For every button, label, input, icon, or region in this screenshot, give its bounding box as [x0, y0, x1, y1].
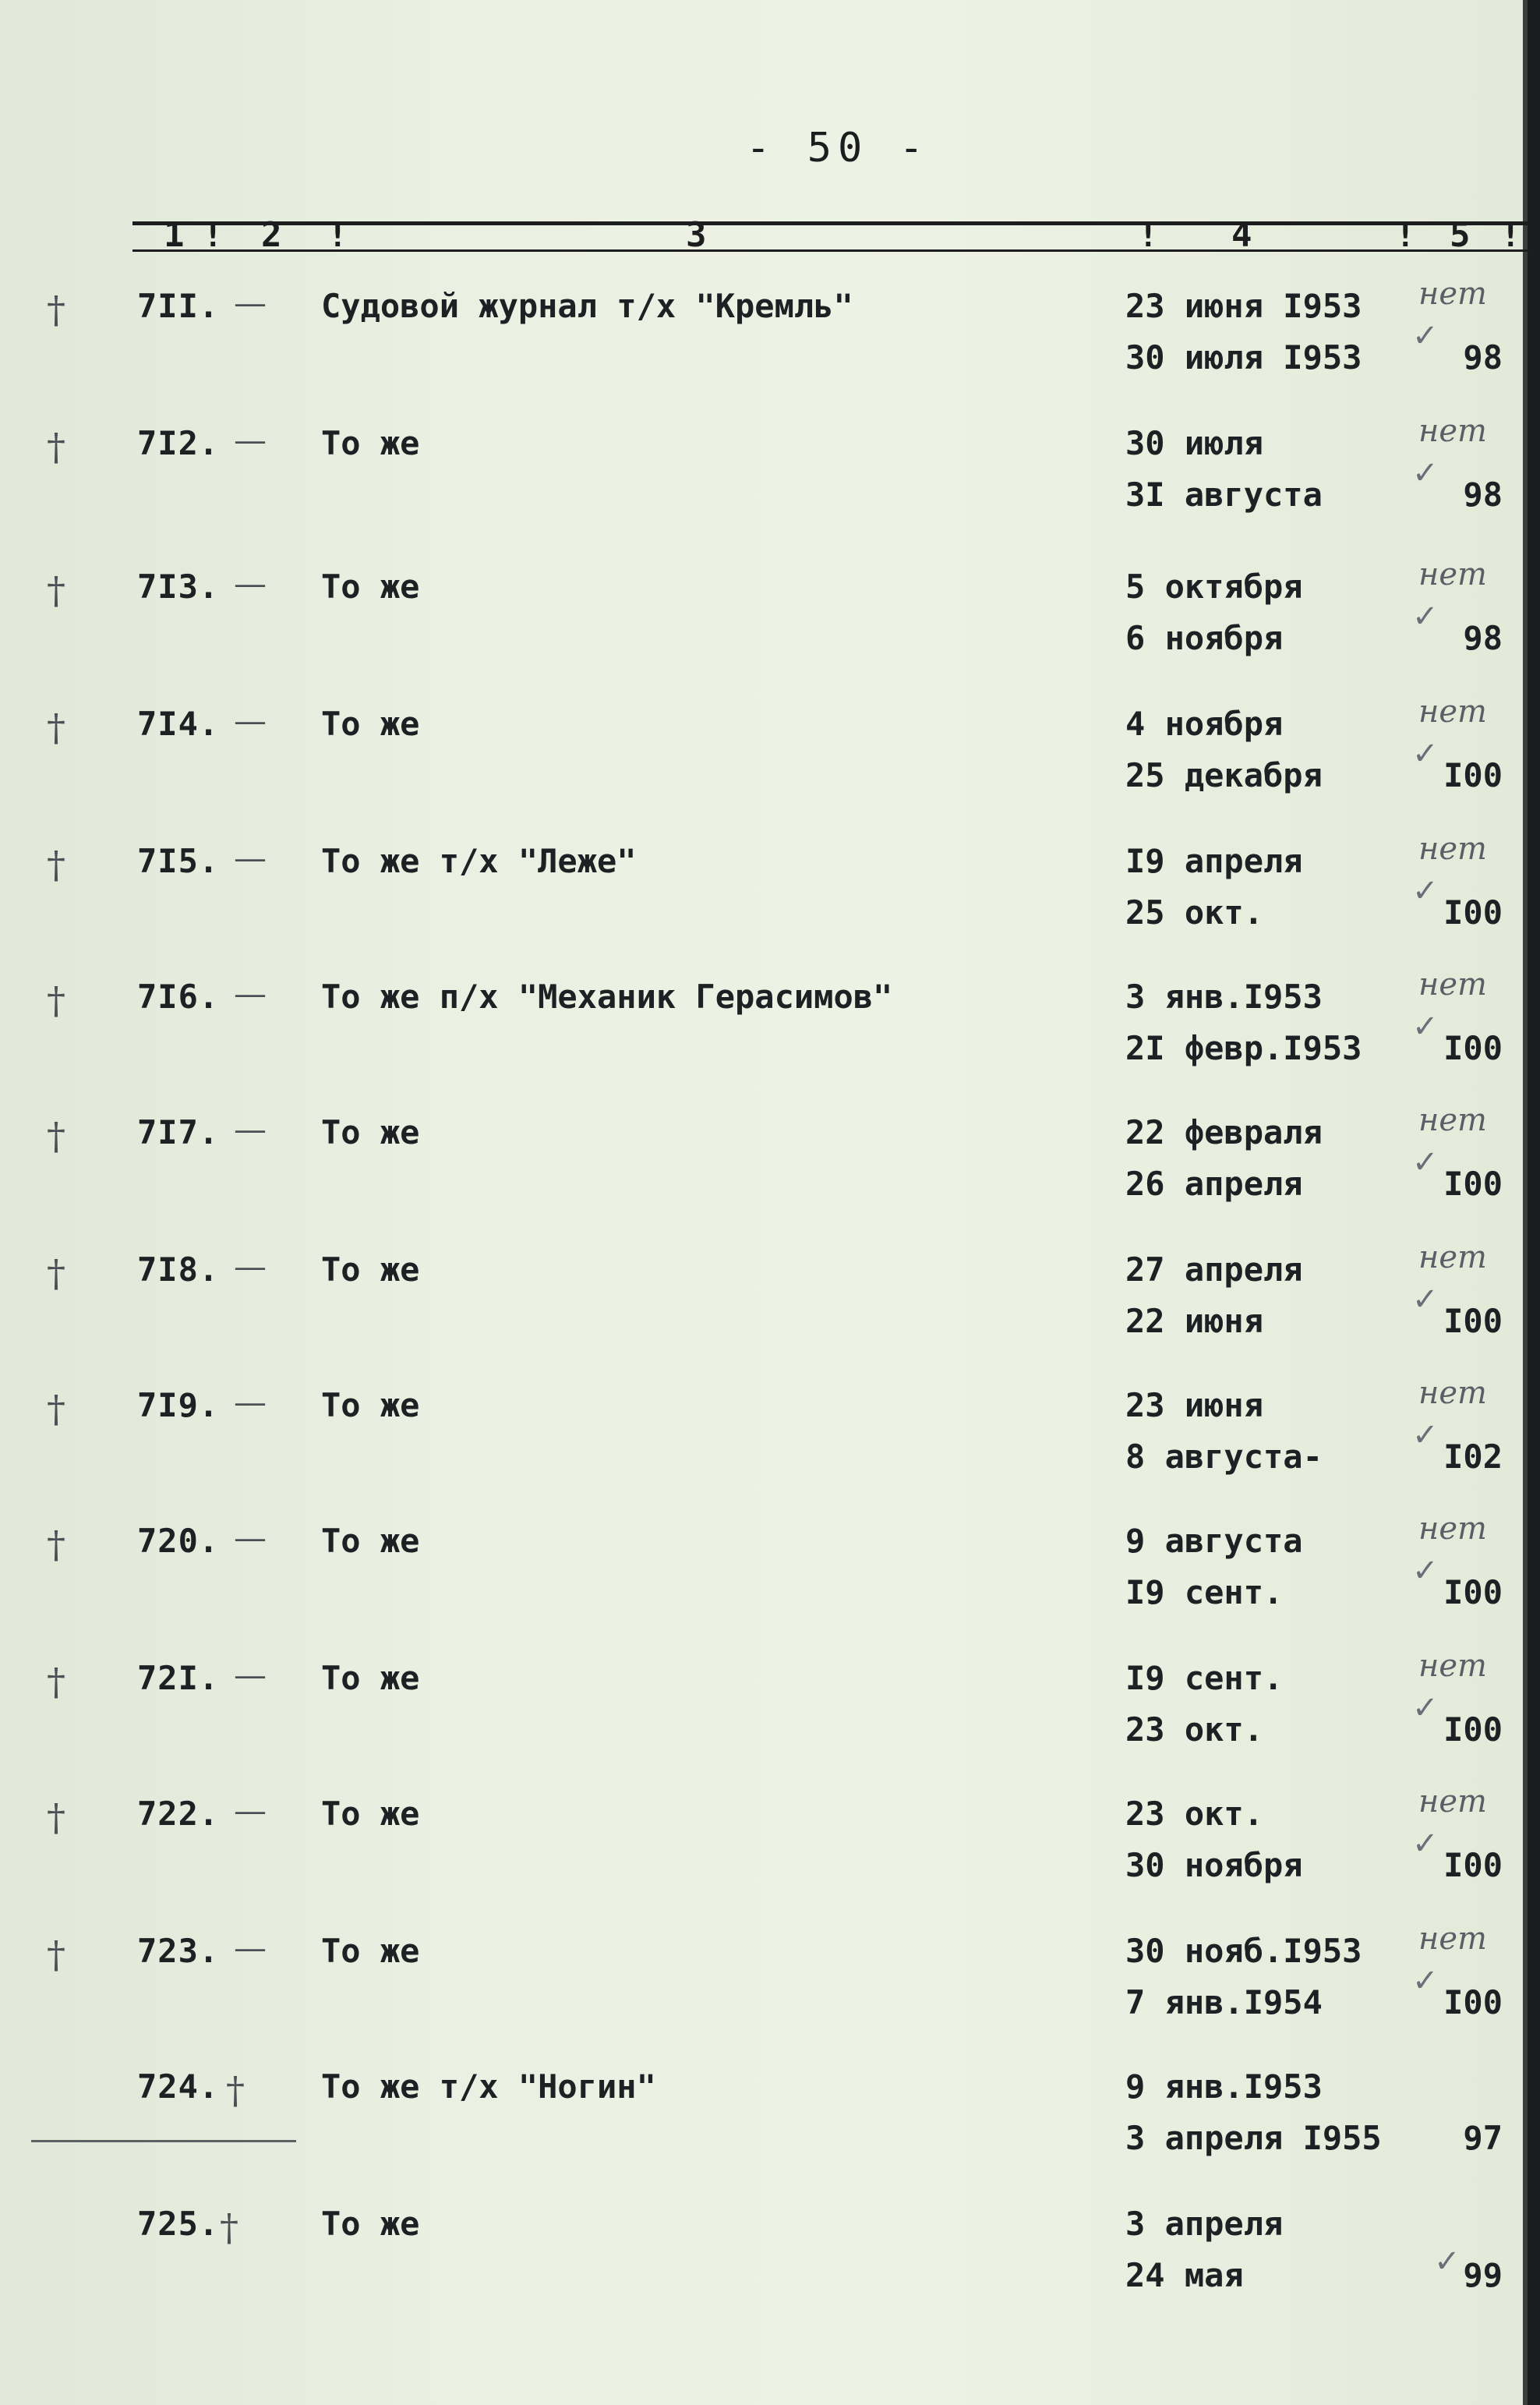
date-to: 30 ноября [1125, 1846, 1303, 1884]
handwritten-dash: — [234, 1383, 267, 1421]
sheet-count: 98 [1463, 338, 1503, 377]
handwritten-cross-mark: † [226, 2069, 245, 2113]
header-sep-4: ! [1395, 215, 1416, 255]
item-title: То же [321, 1386, 420, 1424]
handwritten-cross-mark: † [220, 2206, 238, 2250]
item-number: 7I5. [137, 842, 220, 880]
date-to: 22 июня [1125, 1302, 1264, 1340]
item-number: 7I7. [137, 1113, 220, 1151]
sheet-count: 98 [1463, 619, 1503, 657]
sheet-count: 98 [1463, 476, 1503, 514]
handwritten-cross-mark: † [47, 569, 65, 613]
check-mark-icon: ✓ [1412, 1690, 1439, 1726]
header-sep-1: ! [203, 215, 224, 255]
handwritten-note: нет [1418, 1648, 1487, 1684]
handwritten-dash: — [234, 564, 267, 603]
item-title: То же т/х "Ногин" [321, 2067, 656, 2106]
date-from: 30 нояб.I953 [1125, 1932, 1362, 1970]
check-mark-icon: ✓ [1412, 1282, 1439, 1317]
handwritten-dash: — [234, 974, 267, 1013]
item-title: То же [321, 1932, 420, 1970]
table-row [0, 276, 1528, 388]
handwritten-dash: — [234, 1791, 267, 1830]
handwritten-note: нет [1418, 1102, 1487, 1138]
header-col-5: 5 [1450, 215, 1471, 255]
date-to: 26 апреля [1125, 1165, 1303, 1203]
handwritten-note: нет [1418, 1784, 1487, 1820]
handwritten-dash: — [234, 284, 267, 322]
sheet-count: I00 [1443, 1302, 1503, 1340]
sheet-count: 99 [1463, 2256, 1503, 2294]
check-mark-icon: ✓ [1412, 736, 1439, 772]
item-number: 720. [137, 1522, 220, 1560]
handwritten-dash: — [234, 702, 267, 740]
handwritten-cross-mark: † [47, 706, 65, 750]
sheet-count: I00 [1443, 1165, 1503, 1203]
sheet-count: I00 [1443, 893, 1503, 932]
date-to: 25 декабря [1125, 756, 1323, 794]
table-row [0, 2067, 1528, 2169]
handwritten-cross-mark: † [47, 1796, 65, 1840]
table-row [0, 967, 1528, 1079]
handwritten-note: нет [1418, 557, 1487, 592]
handwritten-note: нет [1418, 694, 1487, 730]
table-row [0, 1375, 1528, 1487]
item-title: То же [321, 1659, 420, 1697]
item-number: 7I4. [137, 705, 220, 743]
table-row [0, 2205, 1528, 2306]
check-mark-icon: ✓ [1412, 1144, 1439, 1180]
header-sep-3: ! [1138, 215, 1159, 255]
date-to: 30 июля I953 [1125, 338, 1362, 377]
sheet-count: I00 [1443, 1983, 1503, 2021]
handwritten-cross-mark: † [47, 979, 65, 1023]
header-col-1: 1 [164, 215, 185, 255]
table-row [0, 694, 1528, 806]
handwritten-dash: — [234, 1110, 267, 1148]
date-from: 9 янв.I953 [1125, 2067, 1323, 2106]
table-row [0, 1511, 1528, 1623]
check-mark-icon: ✓ [1412, 1417, 1439, 1453]
sheet-count: I02 [1443, 1438, 1503, 1476]
item-number: 72I. [137, 1659, 220, 1697]
date-from: I9 апреля [1125, 842, 1303, 880]
date-from: 5 октября [1125, 568, 1303, 606]
check-mark-icon: ✓ [1434, 2244, 1461, 2279]
date-from: 3 янв.I953 [1125, 978, 1323, 1016]
date-to: I9 сент. [1125, 1573, 1284, 1611]
handwritten-cross-mark: † [47, 1115, 65, 1158]
date-from: 23 июня [1125, 1386, 1264, 1424]
item-number: 7I3. [137, 568, 220, 606]
item-number: 7I9. [137, 1386, 220, 1424]
handwritten-dash: — [234, 1519, 267, 1557]
handwritten-note: нет [1418, 967, 1487, 1003]
handwritten-divider-line [31, 2140, 296, 2142]
sheet-count: I00 [1443, 1573, 1503, 1611]
handwritten-note: нет [1418, 413, 1487, 449]
handwritten-dash: — [234, 1247, 267, 1286]
sheet-count: I00 [1443, 1710, 1503, 1749]
handwritten-cross-mark: † [47, 1933, 65, 1977]
check-mark-icon: ✓ [1412, 873, 1439, 909]
table-row [0, 413, 1528, 525]
handwritten-note: нет [1418, 1240, 1487, 1275]
item-number: 7I8. [137, 1250, 220, 1289]
check-mark-icon: ✓ [1412, 1826, 1439, 1862]
date-from: 27 апреля [1125, 1250, 1303, 1289]
header-sep-5: ! [1500, 215, 1521, 255]
header-col-4: 4 [1231, 215, 1252, 255]
table-row [0, 557, 1528, 669]
item-title: То же [321, 2205, 420, 2243]
check-mark-icon: ✓ [1412, 1963, 1439, 1999]
handwritten-cross-mark: † [47, 1661, 65, 1704]
item-number: 7II. [137, 287, 220, 325]
item-title: То же [321, 705, 420, 743]
date-to: 25 окт. [1125, 893, 1264, 932]
check-mark-icon: ✓ [1412, 1009, 1439, 1045]
handwritten-cross-mark: † [47, 844, 65, 887]
table-row [0, 1102, 1528, 1215]
handwritten-dash: — [234, 421, 267, 459]
check-mark-icon: ✓ [1412, 455, 1439, 491]
date-from: 3 апреля [1125, 2205, 1284, 2243]
date-to: 6 ноября [1125, 619, 1284, 657]
handwritten-dash: — [234, 839, 267, 877]
handwritten-cross-mark: † [47, 426, 65, 469]
handwritten-note: нет [1418, 1375, 1487, 1411]
header-col-3: 3 [686, 215, 707, 255]
check-mark-icon: ✓ [1412, 599, 1439, 635]
sheet-count: 97 [1463, 2119, 1503, 2157]
item-title: То же [321, 424, 420, 462]
date-to: 24 мая [1125, 2256, 1244, 2294]
item-title: То же п/х "Механик Герасимов" [321, 978, 893, 1016]
item-number: 722. [137, 1795, 220, 1833]
date-to: 8 августа- [1125, 1438, 1323, 1476]
handwritten-note: нет [1418, 1511, 1487, 1547]
date-to: 7 янв.I954 [1125, 1983, 1323, 2021]
item-number: 7I2. [137, 424, 220, 462]
handwritten-note: нет [1418, 831, 1487, 867]
header-col-2: 2 [261, 215, 282, 255]
date-from: 22 февраля [1125, 1113, 1323, 1151]
date-to: 3I августа [1125, 476, 1323, 514]
date-from: 4 ноября [1125, 705, 1284, 743]
item-number: 725. [137, 2205, 220, 2243]
item-title: То же [321, 1250, 420, 1289]
item-number: 724. [137, 2067, 220, 2106]
table-row [0, 1648, 1528, 1760]
date-from: 9 августа [1125, 1522, 1303, 1560]
item-title: То же [321, 1522, 420, 1560]
item-number: 7I6. [137, 978, 220, 1016]
item-title: Судовой журнал т/х "Кремль" [321, 287, 853, 325]
item-title: То же т/х "Леже" [321, 842, 637, 880]
item-title: То же [321, 1113, 420, 1151]
handwritten-cross-mark: † [47, 1252, 65, 1296]
handwritten-cross-mark: † [47, 288, 65, 332]
table-row [0, 831, 1528, 943]
page-number: - 50 - [746, 125, 930, 172]
sheet-count: I00 [1443, 756, 1503, 794]
header-sep-2: ! [327, 215, 348, 255]
date-to: 2I февр.I953 [1125, 1029, 1362, 1067]
handwritten-note: нет [1418, 276, 1487, 312]
handwritten-cross-mark: † [47, 1388, 65, 1431]
handwritten-dash: — [234, 1929, 267, 1967]
handwritten-note: нет [1418, 1921, 1487, 1957]
date-from: 23 июня I953 [1125, 287, 1362, 325]
item-title: То же [321, 1795, 420, 1833]
check-mark-icon: ✓ [1412, 1553, 1439, 1589]
handwritten-dash: — [234, 1656, 267, 1694]
table-row [0, 1921, 1528, 2033]
date-from: I9 сент. [1125, 1659, 1284, 1697]
table-row [0, 1240, 1528, 1352]
sheet-count: I00 [1443, 1846, 1503, 1884]
date-from: 23 окт. [1125, 1795, 1264, 1833]
item-title: То же [321, 568, 420, 606]
check-mark-icon: ✓ [1412, 318, 1439, 354]
date-to: 3 апреля I955 [1125, 2119, 1382, 2157]
item-number: 723. [137, 1932, 220, 1970]
handwritten-cross-mark: † [47, 1523, 65, 1567]
table-row [0, 1784, 1528, 1896]
date-from: 30 июля [1125, 424, 1264, 462]
date-to: 23 окт. [1125, 1710, 1264, 1749]
sheet-count: I00 [1443, 1029, 1503, 1067]
